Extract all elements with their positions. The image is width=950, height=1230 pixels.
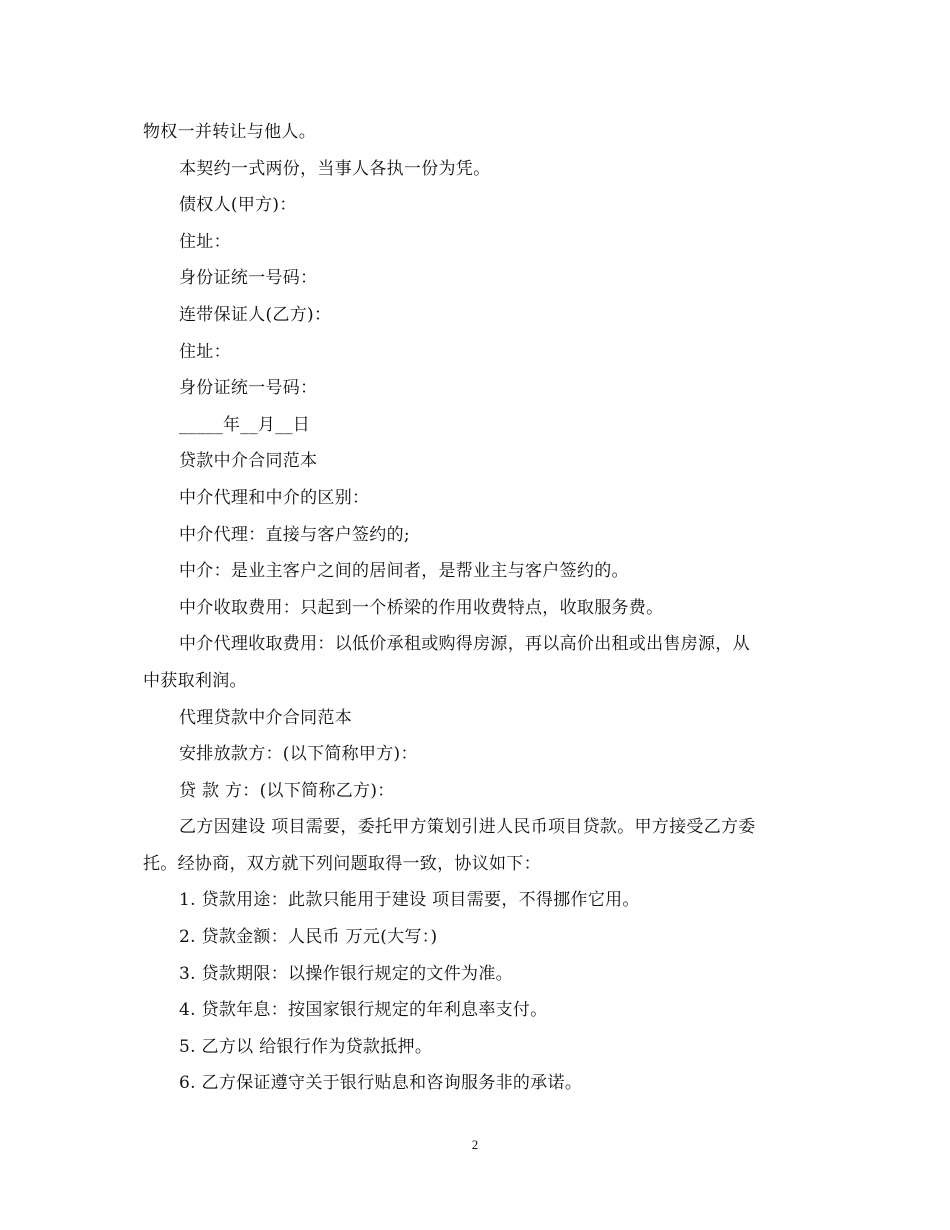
text-line: 代理贷款中介合同范本 — [179, 707, 352, 728]
text-line: 6. 乙方保证遵守关于银行贴息和咨询服务非的承诺。 — [179, 1073, 583, 1094]
text-line: 托。经协商，双方就下列问题取得一致，协议如下： — [143, 853, 541, 874]
text-line: 贷款中介合同范本 — [179, 451, 318, 472]
text-line: 2. 贷款金额：人民币 万元(大写：) — [179, 927, 438, 948]
text-line: 中获取利润。 — [143, 670, 247, 691]
text-line: 连带保证人(乙方)： — [179, 304, 332, 325]
text-line: 1. 贷款用途：此款只能用于建设 项目需要，不得挪作它用。 — [179, 890, 640, 911]
text-line: 5. 乙方以 给银行作为贷款抵押。 — [179, 1036, 433, 1057]
text-line: 中介收取费用：只起到一个桥梁的作用收费特点，收取服务费。 — [179, 597, 664, 618]
page-number: 2 — [471, 1137, 479, 1152]
text-line: _____年__月__日 — [179, 414, 311, 435]
text-line: 贷 款 方：(以下简称乙方)： — [179, 780, 395, 801]
text-line: 住址： — [179, 341, 231, 362]
text-line: 中介代理和中介的区别： — [179, 487, 370, 508]
text-line: 本契约一式两份，当事人各执一份为凭。 — [179, 158, 491, 179]
text-line: 4. 贷款年息：按国家银行规定的年利息率支付。 — [179, 1000, 548, 1021]
text-line: 债权人(甲方)： — [179, 195, 297, 216]
text-line: 住址： — [179, 231, 231, 252]
document-body — [143, 114, 803, 1102]
text-line: 中介代理：直接与客户签约的; — [179, 524, 410, 545]
text-line: 乙方因建设 项目需要，委托甲方策划引进人民币项目贷款。甲方接受乙方委 — [179, 817, 756, 838]
text-line: 身份证统一号码： — [179, 378, 318, 399]
text-line: 安排放款方：(以下简称甲方)： — [179, 744, 418, 765]
text-line: 身份证统一号码： — [179, 268, 318, 289]
text-line: 中介：是业主客户之间的居间者，是帮业主与客户签约的。 — [179, 561, 629, 582]
text-line: 物权一并转让与他人。 — [143, 122, 316, 142]
text-line: 3. 贷款期限：以操作银行规定的文件为准。 — [179, 963, 513, 984]
text-line: 中介代理收取费用：以低价承租或购得房源，再以高价出租或出售房源，从 — [179, 634, 750, 655]
